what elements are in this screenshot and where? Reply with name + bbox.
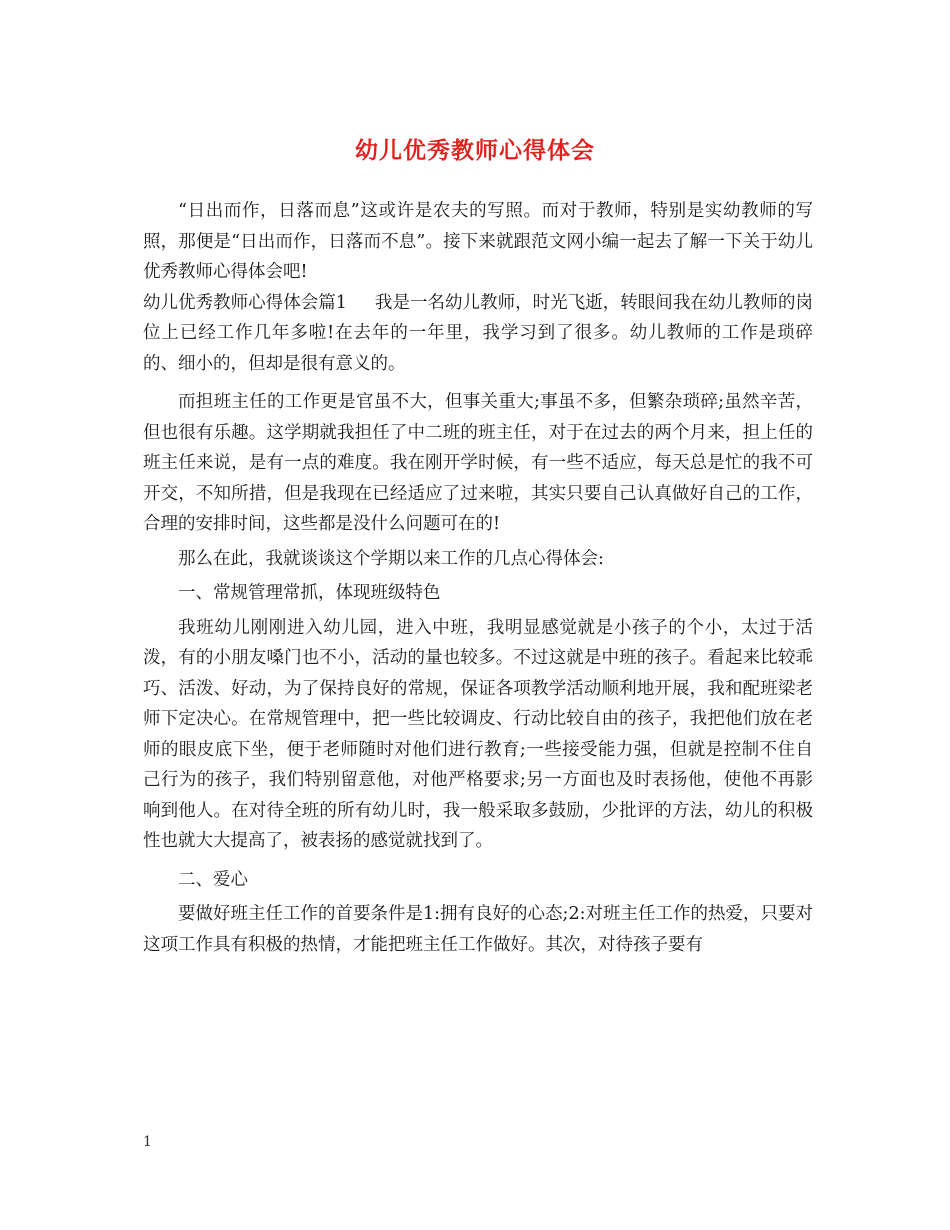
- body-paragraph: 那么在此，我就谈谈这个学期以来工作的几点心得体会:: [178, 548, 604, 569]
- section-first-paragraph: 我是一名幼儿教师，时光飞逝，转眼间我在幼儿教师的岗位上已经工作几年多啦!在去年的一年里，我学习到了很多。幼儿教师的工作是琐碎的、细小的，但却是很有意义的。: [143, 292, 814, 374]
- body-paragraph: 而担班主任的工作更是官虽不大，但事关重大;事虽不多，但繁杂琐碎;虽然辛苦，但也很有乐趣。这学期就我担任了中二班的班主任，对于在过去的两个月来，担上任的班主任来说，是有一点的难度。我在刚开学时候，有一些不适应，每天总是忙的我不可开交，不知所措，但是我现在已经适应了过来啦，其实只要自己认真做好自己的工作，合理的安排时间，这些都是没什么问题可在的!: [143, 392, 813, 534]
- intro-paragraph: “日出而作，日落而息”这或许是农夫的写照。而对于教师，特别是实幼教师的写照，那便是“日出而作，日落而不息”。接下来就跟范文网小编一起去了解一下关于幼儿优秀教师心得体会吧!: [143, 201, 813, 282]
- section-paragraph: [143, 288, 813, 380]
- body-paragraph: 要做好班主任工作的首要条件是1:拥有良好的心态;2:对班主任工作的热爱，只要对这项工作具有积极的热情，才能把班主任工作做好。其次，对待孩子要有: [143, 904, 813, 955]
- section-heading-1: 一、常规管理常抓，体现班级特色: [178, 583, 441, 603]
- section-heading: 幼儿优秀教师心得体会篇1: [143, 292, 347, 313]
- page-number: 1: [143, 1134, 152, 1150]
- document-title: 幼儿优秀教师心得体会: [355, 137, 595, 164]
- section-heading-2: 二、爱心: [178, 869, 248, 890]
- document-body: [143, 196, 813, 960]
- body-paragraph: 我班幼儿刚刚进入幼儿园，进入中班，我明显感觉就是小孩子的个小，太过于活泼，有的小朋友嗓门也不小，活动的量也较多。不过这就是中班的孩子。看起来比较乖巧、活泼、好动，为了保持良好的常规，保证各项教学活动顺利地开展，我和配班梁老师下定决心。在常规管理中，把一些比较调皮、行动比较自由的孩子，我把他们放在老师的眼皮底下坐，便于老师随时对他们进行教育;一些接受能力强，但就是控制不住自己行为的孩子，我们特别留意他，对他严格要求;另一方面也及时表扬他，使他不再影响到他人。在对待全班的所有幼儿时，我一般采取多鼓励，少批评的方法，幼儿的积极性也就大大提高了，被表扬的感觉就找到了。: [143, 617, 813, 851]
